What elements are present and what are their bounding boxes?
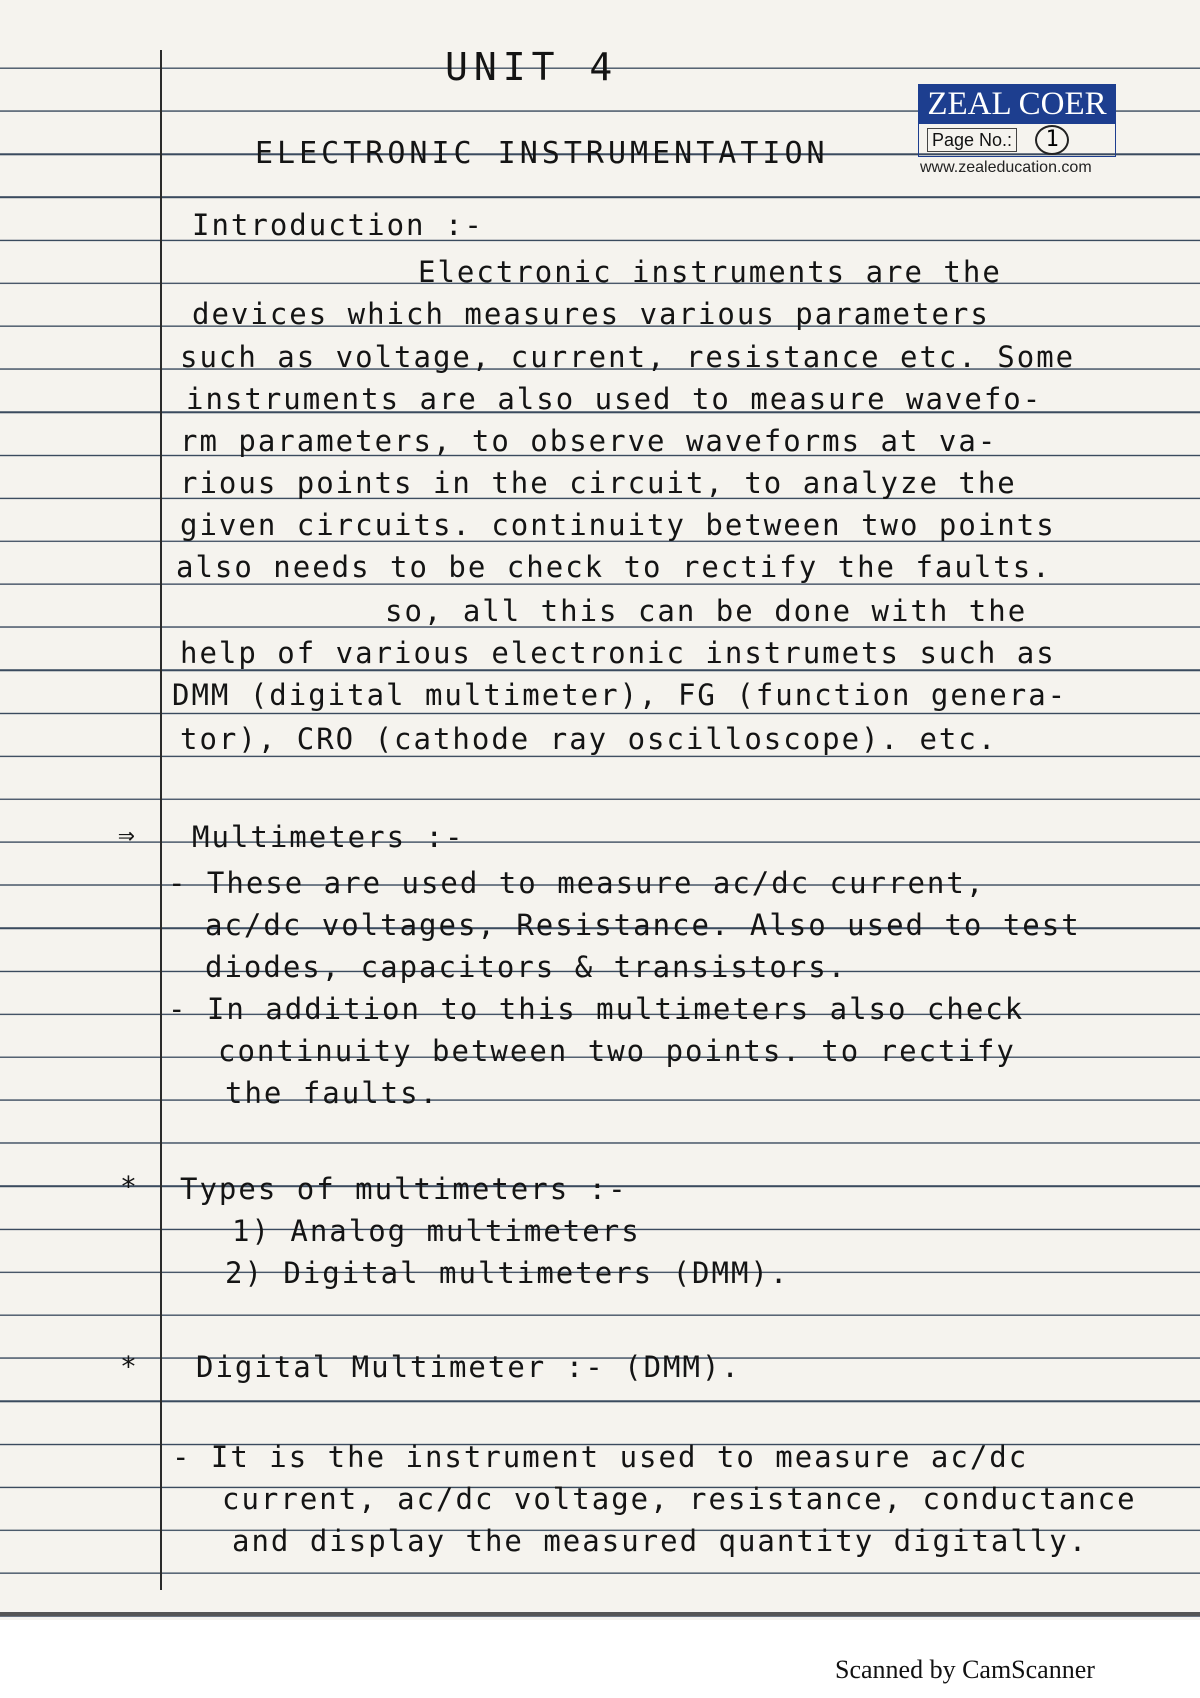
intro-line: such as voltage, current, resistance etc. Some bbox=[180, 340, 1076, 374]
introduction-heading: Introduction :- bbox=[192, 208, 484, 242]
multimeters-line: - In addition to this multimeters also check bbox=[168, 992, 1025, 1026]
intro-line: tor), CRO (cathode ray oscilloscope). etc. bbox=[180, 722, 998, 756]
star-marker: * bbox=[120, 1170, 137, 1203]
multimeters-line: continuity between two points. to rectify bbox=[218, 1034, 1016, 1068]
multimeters-line: ac/dc voltages, Resistance. Also used to test bbox=[205, 908, 1081, 942]
college-name: ZEAL COER bbox=[918, 84, 1116, 124]
types-item: 1) Analog multimeters bbox=[232, 1214, 641, 1248]
intro-line: help of various electronic instrumets such as bbox=[180, 636, 1056, 670]
intro-line: Electronic instruments are the bbox=[418, 255, 1002, 289]
star-marker: * bbox=[120, 1350, 137, 1383]
multimeters-heading: Multimeters :- bbox=[192, 820, 465, 854]
intro-line: DMM (digital multimeter), FG (function genera- bbox=[172, 678, 1068, 712]
college-badge bbox=[918, 84, 1116, 177]
arrow-marker: ⇒ bbox=[118, 818, 135, 851]
intro-line: instruments are also used to measure wavefo- bbox=[186, 382, 1043, 416]
page-number-label: Page No.: bbox=[927, 128, 1017, 152]
unit-heading: UNIT 4 bbox=[445, 45, 619, 89]
dmm-line: and display the measured quantity digitally. bbox=[232, 1524, 1089, 1558]
multimeters-line: - These are used to measure ac/dc current, bbox=[168, 866, 986, 900]
college-url: www.zealeducation.com bbox=[920, 159, 1092, 176]
dmm-line: - It is the instrument used to measure ac/dc bbox=[172, 1440, 1029, 1474]
intro-line: rm parameters, to observe waveforms at va- bbox=[180, 424, 998, 458]
margin-line bbox=[160, 50, 162, 1590]
intro-line: given circuits. continuity between two points bbox=[180, 508, 1056, 542]
intro-line: rious points in the circuit, to analyze the bbox=[180, 466, 1017, 500]
scanner-watermark: Scanned by CamScanner bbox=[835, 1655, 1095, 1684]
types-heading: Types of multimeters :- bbox=[180, 1172, 628, 1206]
intro-line: devices which measures various parameters bbox=[192, 297, 990, 331]
dmm-line: current, ac/dc voltage, resistance, conductance bbox=[222, 1482, 1137, 1516]
multimeters-line: diodes, capacitors & transistors. bbox=[205, 950, 848, 984]
page-edge bbox=[0, 1612, 1200, 1616]
intro-line: also needs to be check to rectify the faults. bbox=[176, 550, 1052, 584]
page-number-box bbox=[918, 124, 1116, 157]
dmm-heading: Digital Multimeter :- (DMM). bbox=[196, 1350, 741, 1384]
types-item: 2) Digital multimeters (DMM). bbox=[225, 1256, 790, 1290]
page-number: 1 bbox=[1035, 125, 1069, 155]
page-title: ELECTRONIC INSTRUMENTATION bbox=[255, 136, 829, 171]
intro-line: so, all this can be done with the bbox=[385, 594, 1028, 628]
multimeters-line: the faults. bbox=[225, 1076, 440, 1110]
